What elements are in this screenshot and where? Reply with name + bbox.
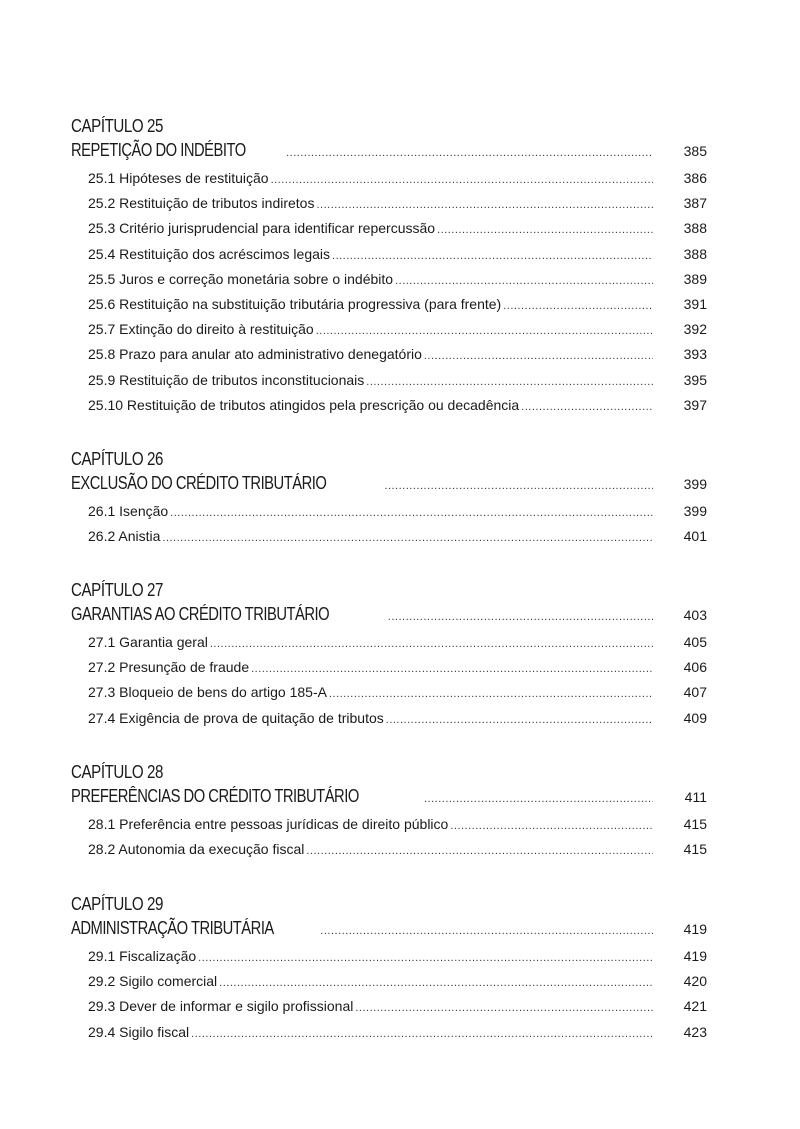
- entry-title: 25.9 Restituição de tributos inconstitucionais: [88, 371, 365, 388]
- page-number: 388: [683, 220, 707, 237]
- leader-dots: [198, 946, 653, 971]
- toc-entry[interactable]: [71, 706, 707, 731]
- page-number: 411: [684, 789, 707, 805]
- entry-title: 25.10 Restituição de tributos atingidos pela prescrição ou decadência: [88, 396, 520, 413]
- entry-title: 28.1 Preferência entre pessoas jurídicas de direito público: [88, 816, 449, 832]
- chapter-title-row[interactable]: [71, 138, 707, 162]
- entry-title: 29.3 Dever de informar e sigilo profissional: [88, 998, 354, 1015]
- entry-title: 25.8 Prazo para anular ato administrativo denegatório: [88, 346, 422, 363]
- page-number: 421: [683, 998, 707, 1015]
- entry-title: 26.1 Isenção: [88, 503, 169, 519]
- leader-dots: [355, 996, 653, 1021]
- leader-dots: [286, 141, 653, 165]
- page-number: 420: [683, 973, 707, 990]
- entry-title: 29.4 Sigilo fiscal: [88, 1023, 190, 1040]
- leader-dots: [251, 657, 653, 682]
- page-number: 401: [683, 528, 707, 545]
- page-number: 419: [683, 921, 707, 937]
- page-number: 406: [683, 659, 707, 676]
- leader-dots: [332, 244, 653, 269]
- chapter-title-row[interactable]: [71, 916, 707, 940]
- leader-dots: [320, 919, 653, 943]
- leader-dots: [424, 344, 653, 369]
- leader-dots: [437, 218, 653, 243]
- entry-title: 28.2 Autonomia da execução fiscal: [88, 841, 305, 858]
- toc-entry[interactable]: [71, 630, 707, 655]
- leader-dots: [503, 294, 653, 319]
- toc-entry[interactable]: [71, 191, 707, 216]
- page-number: 389: [683, 270, 707, 287]
- entry-title: 25.3 Critério jurisprudencial para identificar repercussão: [88, 220, 436, 237]
- chapter-25: [71, 114, 707, 418]
- leader-dots: [316, 193, 653, 218]
- toc-entry[interactable]: [71, 292, 707, 317]
- chapter-title: PREFERÊNCIAS DO CRÉDITO TRIBUTÁRIO: [71, 786, 359, 806]
- leader-dots: [329, 682, 653, 707]
- page-number: 415: [683, 841, 707, 858]
- page-number: 399: [683, 476, 707, 492]
- chapter-title: GARANTIAS AO CRÉDITO TRIBUTÁRIO: [71, 604, 330, 624]
- entry-title: 25.7 Extinção do direito à restituição: [88, 321, 314, 338]
- page-number: 407: [683, 684, 707, 701]
- page-number: 387: [683, 195, 707, 212]
- entry-title: 26.2 Anistia: [88, 528, 161, 545]
- toc-entry[interactable]: [71, 969, 707, 994]
- entry-title: 25.6 Restituição na substituição tributária progressiva (para frente): [88, 295, 502, 312]
- toc-entry[interactable]: [71, 1020, 707, 1045]
- entry-title: 25.2 Restituição de tributos indiretos: [88, 195, 315, 212]
- chapter-label: CAPÍTULO 28: [71, 762, 164, 782]
- leader-dots: [450, 814, 653, 839]
- page-number: 397: [683, 396, 707, 413]
- toc-entry[interactable]: [71, 166, 707, 191]
- toc-entry[interactable]: [71, 994, 707, 1019]
- leader-dots: [271, 168, 653, 193]
- leader-dots: [384, 474, 653, 498]
- chapter-title: EXCLUSÃO DO CRÉDITO TRIBUTÁRIO: [71, 473, 327, 493]
- entry-title: 27.1 Garantia geral: [88, 634, 208, 650]
- chapter-29: [71, 892, 707, 1045]
- leader-dots: [388, 605, 653, 629]
- leader-dots: [191, 1022, 653, 1047]
- page-number: 395: [683, 371, 707, 388]
- entry-title: 25.4 Restituição dos acréscimos legais: [88, 245, 331, 262]
- toc-entry[interactable]: [71, 342, 707, 367]
- chapter-label: CAPÍTULO 29: [71, 894, 164, 914]
- toc-entry[interactable]: [71, 837, 707, 862]
- toc-entry[interactable]: [71, 499, 707, 524]
- page-number: 399: [683, 503, 707, 519]
- toc-entry[interactable]: [71, 368, 707, 393]
- chapter-label: CAPÍTULO 27: [71, 580, 164, 600]
- page-number: 385: [683, 143, 707, 159]
- page-number: 403: [683, 607, 707, 623]
- leader-dots: [162, 526, 653, 551]
- chapter-26: [71, 447, 707, 549]
- chapter-title: ADMINISTRAÇÃO TRIBUTÁRIA: [71, 918, 274, 938]
- page-number: 393: [683, 346, 707, 363]
- page-number: 388: [683, 245, 707, 262]
- entry-title: 29.1 Fiscalização: [88, 948, 197, 964]
- toc-entry[interactable]: [71, 655, 707, 680]
- toc-entry[interactable]: [71, 216, 707, 241]
- leader-dots: [521, 395, 653, 420]
- chapter-title: REPETIÇÃO DO INDÉBITO: [71, 140, 246, 160]
- entry-title: 27.3 Bloqueio de bens do artigo 185-A: [88, 684, 327, 701]
- page-number: 415: [683, 816, 707, 832]
- entry-title: 25.1 Hipóteses de restituição: [88, 170, 269, 186]
- toc-entry[interactable]: [71, 242, 707, 267]
- chapter-27: [71, 578, 707, 731]
- chapter-title-row[interactable]: [71, 784, 707, 808]
- chapter-title-row[interactable]: [71, 602, 707, 626]
- leader-dots: [219, 971, 653, 996]
- toc-entry[interactable]: [71, 812, 707, 837]
- entry-title: 25.5 Juros e correção monetária sobre o indébito: [88, 270, 394, 287]
- leader-dots: [316, 319, 653, 344]
- leader-dots: [395, 269, 653, 294]
- page-number: 392: [683, 321, 707, 338]
- toc-entry[interactable]: [71, 680, 707, 705]
- chapter-label: CAPÍTULO 26: [71, 449, 164, 469]
- leader-dots: [386, 708, 653, 733]
- leader-dots: [170, 501, 653, 526]
- toc-entry[interactable]: [71, 524, 707, 549]
- leader-dots: [424, 787, 653, 811]
- toc-entry[interactable]: [71, 317, 707, 342]
- leader-dots: [306, 839, 653, 864]
- page-number: 386: [683, 170, 707, 186]
- toc-entry[interactable]: [71, 393, 707, 418]
- page-number: 405: [683, 634, 707, 650]
- chapter-title-row[interactable]: [71, 471, 707, 495]
- entry-title: 27.4 Exigência de prova de quitação de tributos: [88, 709, 384, 726]
- chapter-label: CAPÍTULO 25: [71, 116, 164, 136]
- page-number: 419: [683, 948, 707, 964]
- toc-entry[interactable]: [71, 944, 707, 969]
- page-number: 391: [683, 295, 707, 312]
- leader-dots: [366, 370, 653, 395]
- page-number: 423: [683, 1023, 707, 1040]
- leader-dots: [210, 632, 653, 657]
- entry-title: 27.2 Presunção de fraude: [88, 659, 250, 676]
- toc-entry[interactable]: [71, 267, 707, 292]
- page-number: 409: [683, 709, 707, 726]
- chapter-28: [71, 760, 707, 862]
- entry-title: 29.2 Sigilo comercial: [88, 973, 218, 990]
